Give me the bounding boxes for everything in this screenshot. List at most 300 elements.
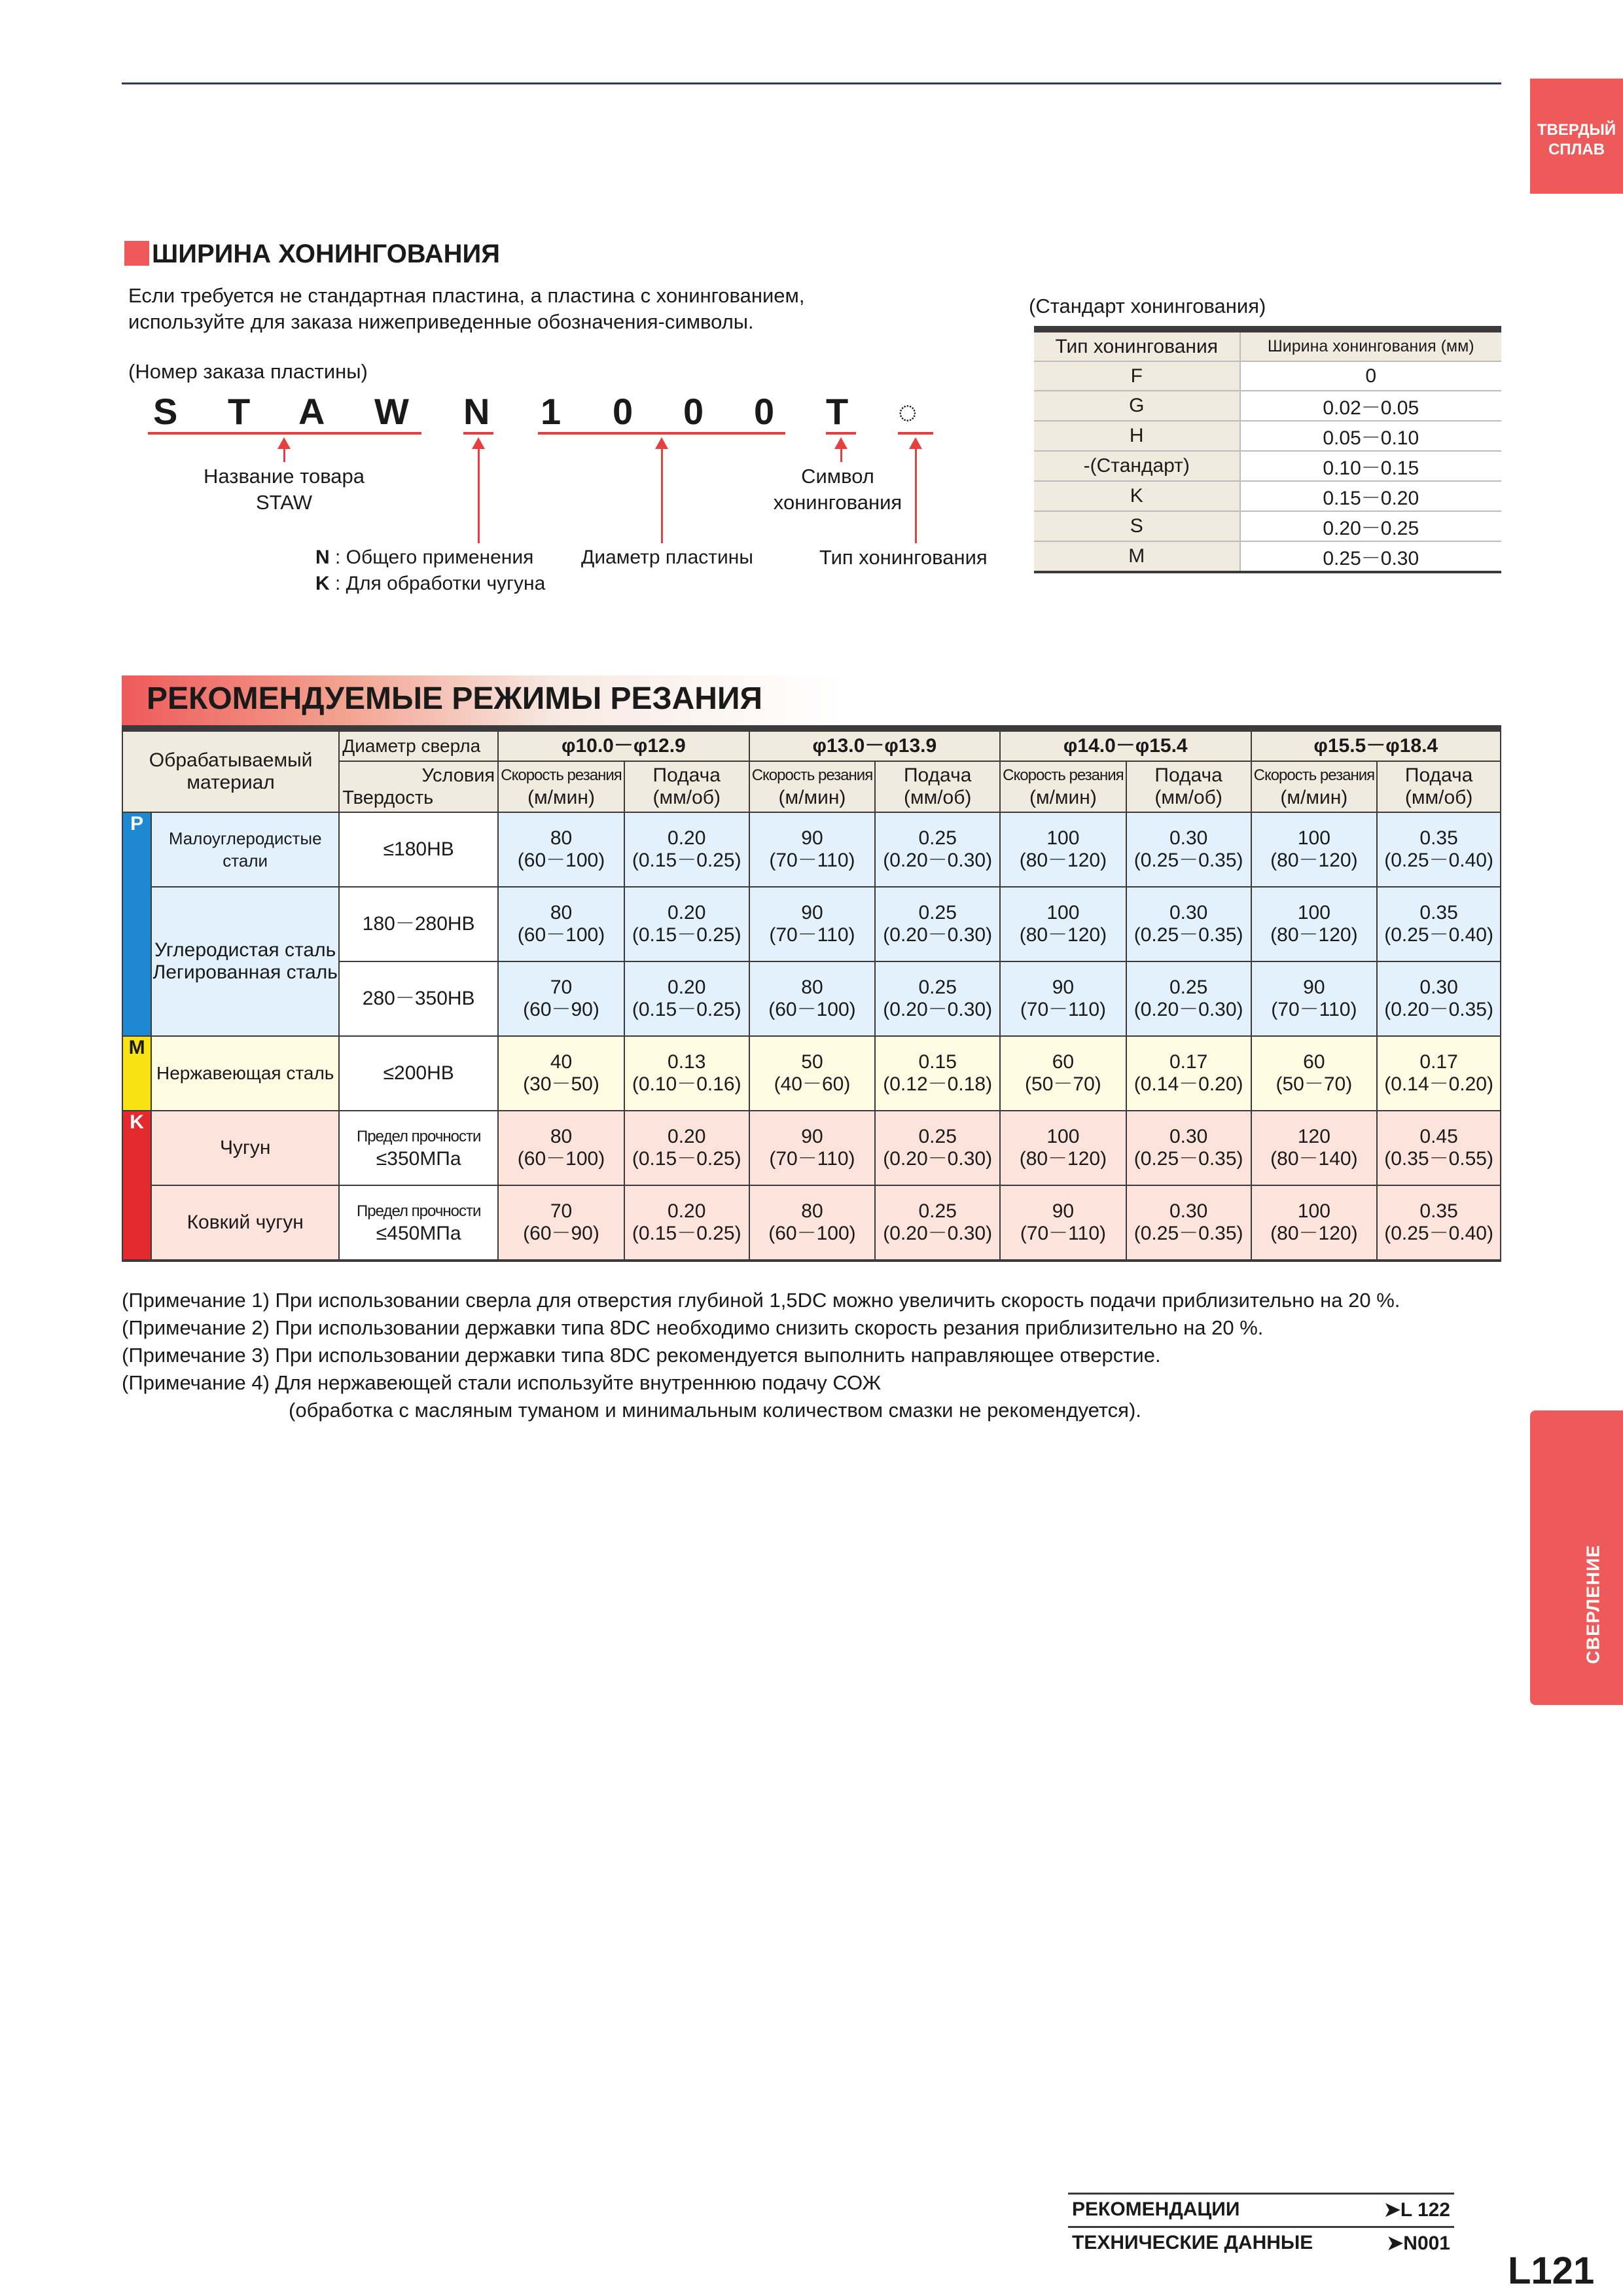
caption-symbol-line2: хонингования bbox=[773, 491, 902, 514]
speed-cell bbox=[1251, 887, 1378, 961]
header-range-1: φ10.0－φ12.9 bbox=[498, 728, 749, 761]
honing-width-cell: 0.10－0.15 bbox=[1240, 451, 1501, 481]
section-marker bbox=[124, 241, 149, 266]
hardness-cell bbox=[339, 812, 498, 887]
header-feed-label: Подача bbox=[903, 764, 972, 786]
range-value: (80－140) bbox=[1270, 1148, 1358, 1170]
speed-cell bbox=[498, 961, 624, 1036]
caption-application bbox=[315, 545, 545, 597]
nominal-value: 0.20 bbox=[668, 827, 706, 849]
cutting-row bbox=[122, 1185, 1501, 1261]
feed-cell bbox=[1377, 961, 1501, 1036]
nominal-value: 90 bbox=[1303, 977, 1325, 998]
note-1: (Примечание 1) При использовании сверла для отверстия глубиной 1,5DC можно увеличить скорость подачи приблизительно на 20 %. bbox=[122, 1289, 1400, 1312]
nominal-value: 70 bbox=[550, 1200, 573, 1222]
header-speed-unit: (м/мин) bbox=[778, 787, 846, 808]
honing-header-type: Тип хонингования bbox=[1034, 329, 1240, 361]
range-value: (80－120) bbox=[1270, 924, 1358, 946]
honing-width-cell: 0.15－0.20 bbox=[1240, 481, 1501, 511]
caption-symbol-line1: Символ bbox=[801, 465, 874, 488]
material-name bbox=[151, 812, 339, 887]
nominal-value: 0.25 bbox=[918, 827, 957, 849]
speed-cell bbox=[1251, 812, 1378, 887]
range-value: (0.14－0.20) bbox=[1133, 1073, 1243, 1095]
header-feed-label: Подача bbox=[1154, 764, 1222, 786]
nominal-value: 100 bbox=[1297, 902, 1330, 924]
feed-cell bbox=[875, 1036, 1000, 1111]
hardness-value: 280－350HB bbox=[362, 988, 475, 1009]
range-value: (60－100) bbox=[768, 1223, 856, 1244]
nominal-value: 100 bbox=[1297, 1200, 1330, 1222]
footer-link-technical[interactable] bbox=[1068, 2226, 1454, 2259]
hardness-value: Предел прочности bbox=[357, 1202, 481, 1220]
range-value: (0.20－0.30) bbox=[1133, 999, 1243, 1020]
nominal-value: 50 bbox=[801, 1051, 823, 1073]
honing-type-cell: G bbox=[1034, 391, 1240, 421]
honing-width-cell: 0.20－0.25 bbox=[1240, 511, 1501, 541]
feed-cell bbox=[1126, 1111, 1251, 1185]
range-value: (0.15－0.25) bbox=[632, 850, 741, 871]
cutting-row bbox=[122, 1036, 1501, 1111]
speed-cell bbox=[749, 1185, 876, 1261]
nominal-value: 100 bbox=[1046, 1126, 1080, 1147]
order-code-char: S bbox=[153, 391, 178, 432]
underline-symbol bbox=[826, 432, 856, 435]
caption-product bbox=[181, 463, 387, 516]
nominal-value: 120 bbox=[1297, 1126, 1330, 1147]
range-value: (60－100) bbox=[517, 850, 605, 871]
honing-title: ШИРИНА ХОНИНГОВАНИЯ bbox=[152, 240, 500, 268]
speed-cell bbox=[1000, 887, 1126, 961]
range-value: (0.15－0.25) bbox=[632, 1148, 741, 1170]
nominal-value: 0.35 bbox=[1419, 902, 1458, 924]
range-value: (0.25－0.35) bbox=[1133, 1223, 1243, 1244]
range-value: (60－100) bbox=[517, 924, 605, 946]
tab-drilling-label: СВЕРЛЕНИЕ bbox=[1582, 1545, 1603, 1664]
nominal-value: 0.30 bbox=[1169, 827, 1208, 849]
range-value: (0.15－0.25) bbox=[632, 999, 741, 1020]
header-range-4: φ15.5－φ18.4 bbox=[1251, 728, 1501, 761]
header-feed-label: Подача bbox=[652, 764, 721, 786]
header-feed-unit: (мм/об) bbox=[652, 787, 721, 808]
speed-cell bbox=[498, 887, 624, 961]
range-value: (0.25－0.35) bbox=[1133, 924, 1243, 946]
header-feed bbox=[1377, 761, 1501, 812]
header-speed bbox=[749, 761, 876, 812]
top-rule bbox=[122, 82, 1501, 84]
hardness-cell bbox=[339, 961, 498, 1036]
honing-type-cell: H bbox=[1034, 421, 1240, 451]
nominal-value: 80 bbox=[550, 1126, 573, 1147]
honing-table-caption: (Стандарт хонингования) bbox=[1029, 295, 1266, 317]
tab-drilling bbox=[1530, 1410, 1623, 1705]
footer-link-recommendations-ref: ➤L 122 bbox=[1383, 2199, 1450, 2221]
feed-cell bbox=[875, 887, 1000, 961]
range-value: (0.25－0.40) bbox=[1384, 850, 1493, 871]
honing-table-row bbox=[1034, 481, 1501, 511]
page-number: L121 bbox=[1508, 2250, 1595, 2292]
honing-type-cell: K bbox=[1034, 481, 1240, 511]
range-value: (0.35－0.55) bbox=[1384, 1148, 1493, 1170]
note-4-continued: (обработка с масляным туманом и минимальным количеством смазки не рекомендуется). bbox=[289, 1399, 1141, 1422]
header-range-3: φ14.0－φ15.4 bbox=[1000, 728, 1251, 761]
honing-description bbox=[128, 283, 804, 335]
hardness-value: 180－280HB bbox=[362, 913, 475, 935]
speed-cell bbox=[1000, 1111, 1126, 1185]
feed-cell bbox=[875, 1185, 1000, 1261]
tab-carbide-line2: СПЛАВ bbox=[1548, 141, 1605, 158]
range-value: (60－90) bbox=[523, 999, 599, 1020]
header-speed-label: Скорость резания bbox=[1253, 766, 1375, 784]
feed-cell bbox=[1126, 812, 1251, 887]
arrow-product-shaft bbox=[283, 448, 285, 462]
nominal-value: 90 bbox=[801, 1126, 823, 1147]
nominal-value: 90 bbox=[1052, 1200, 1075, 1222]
material-name-line: Углеродистая сталь bbox=[154, 939, 336, 961]
range-value: (0.12－0.18) bbox=[883, 1073, 993, 1095]
speed-cell bbox=[498, 812, 624, 887]
nominal-value: 60 bbox=[1052, 1051, 1075, 1073]
range-value: (30－50) bbox=[523, 1073, 599, 1095]
speed-cell bbox=[749, 1111, 876, 1185]
footer-links bbox=[1068, 2193, 1454, 2259]
header-speed-unit: (м/мин) bbox=[1029, 787, 1097, 808]
nominal-value: 0.30 bbox=[1169, 902, 1208, 924]
header-speed-label: Скорость резания bbox=[1003, 766, 1124, 784]
material-group-tag: P bbox=[122, 812, 151, 1036]
range-value: (50－70) bbox=[1275, 1073, 1353, 1095]
nominal-value: 0.35 bbox=[1419, 1200, 1458, 1222]
speed-cell bbox=[749, 887, 876, 961]
range-value: (70－110) bbox=[1020, 999, 1106, 1020]
header-speed bbox=[1251, 761, 1378, 812]
range-value: (80－120) bbox=[1019, 850, 1107, 871]
feed-cell bbox=[1377, 1111, 1501, 1185]
nominal-value: 0.20 bbox=[668, 902, 706, 924]
feed-cell bbox=[624, 1185, 749, 1261]
header-feed bbox=[1126, 761, 1251, 812]
honing-table-row bbox=[1034, 421, 1501, 451]
header-speed bbox=[498, 761, 624, 812]
header-material bbox=[122, 728, 339, 812]
material-name bbox=[151, 1111, 339, 1185]
cutting-row bbox=[122, 812, 1501, 887]
nominal-value: 60 bbox=[1303, 1051, 1325, 1073]
hardness-value: ≤450МПа bbox=[376, 1223, 461, 1244]
feed-cell bbox=[875, 961, 1000, 1036]
hardness-cell bbox=[339, 1111, 498, 1185]
nominal-value: 0.25 bbox=[1169, 977, 1208, 998]
order-code-char: T bbox=[826, 391, 849, 432]
nominal-value: 0.25 bbox=[918, 1126, 957, 1147]
header-conditions: Условия bbox=[421, 765, 495, 786]
underline-product bbox=[148, 432, 421, 435]
speed-cell bbox=[498, 1036, 624, 1111]
feed-cell bbox=[624, 812, 749, 887]
underline-honing-type bbox=[898, 432, 933, 435]
tab-carbide-line1: ТВЕРДЫЙ bbox=[1537, 121, 1616, 139]
note-4: (Примечание 4) Для нержавеющей стали используйте внутреннюю подачу СОЖ bbox=[122, 1371, 882, 1394]
speed-cell bbox=[749, 1036, 876, 1111]
feed-cell bbox=[1377, 1036, 1501, 1111]
caption-n-text: : Общего применения bbox=[329, 547, 534, 568]
feed-cell bbox=[1126, 961, 1251, 1036]
nominal-value: 0.15 bbox=[918, 1051, 957, 1073]
arrow-diameter-shaft bbox=[661, 448, 663, 543]
nominal-value: 80 bbox=[550, 902, 573, 924]
material-name bbox=[151, 1036, 339, 1111]
range-value: (70－110) bbox=[769, 924, 855, 946]
feed-cell bbox=[624, 961, 749, 1036]
speed-cell bbox=[749, 961, 876, 1036]
nominal-value: 0.25 bbox=[918, 977, 957, 998]
nominal-value: 80 bbox=[550, 827, 573, 849]
cutting-table bbox=[122, 725, 1501, 1262]
range-value: (0.25－0.35) bbox=[1133, 1148, 1243, 1170]
speed-cell bbox=[1000, 961, 1126, 1036]
honing-header-width: Ширина хонингования (мм) bbox=[1240, 329, 1501, 361]
nominal-value: 0.25 bbox=[918, 1200, 957, 1222]
order-code-char: T bbox=[228, 391, 251, 432]
footer-link-technical-ref: ➤N001 bbox=[1387, 2233, 1450, 2254]
range-value: (70－110) bbox=[1020, 1223, 1106, 1244]
range-value: (0.20－0.30) bbox=[883, 1148, 993, 1170]
header-speed-label: Скорость резания bbox=[751, 766, 873, 784]
order-code-char: 1 bbox=[541, 391, 562, 432]
honing-table-row bbox=[1034, 451, 1501, 481]
range-value: (0.15－0.25) bbox=[632, 924, 741, 946]
honing-type-cell: M bbox=[1034, 541, 1240, 572]
material-name bbox=[151, 1185, 339, 1261]
nominal-value: 80 bbox=[801, 977, 823, 998]
honing-width-cell: 0.02－0.05 bbox=[1240, 391, 1501, 421]
hardness-value: ≤350МПа bbox=[376, 1148, 461, 1170]
order-code-char: N bbox=[463, 391, 490, 432]
range-value: (0.15－0.25) bbox=[632, 1223, 741, 1244]
header-feed-label: Подача bbox=[1404, 764, 1473, 786]
header-speed-unit: (м/мин) bbox=[1280, 787, 1348, 808]
speed-cell bbox=[1000, 812, 1126, 887]
footer-link-recommendations[interactable] bbox=[1068, 2193, 1454, 2226]
nominal-value: 0.20 bbox=[668, 977, 706, 998]
material-name-line: Малоуглеродистые стали bbox=[168, 829, 322, 870]
header-range-2: φ13.0－φ13.9 bbox=[749, 728, 1000, 761]
speed-cell bbox=[1251, 1185, 1378, 1261]
hardness-cell bbox=[339, 887, 498, 961]
nominal-value: 80 bbox=[801, 1200, 823, 1222]
arrow-n-shaft bbox=[478, 448, 480, 543]
cutting-row bbox=[122, 1111, 1501, 1185]
nominal-value: 0.45 bbox=[1419, 1126, 1458, 1147]
range-value: (70－110) bbox=[769, 850, 855, 871]
honing-type-cell: -(Стандарт) bbox=[1034, 451, 1240, 481]
nominal-value: 90 bbox=[801, 827, 823, 849]
nominal-value: 0.20 bbox=[668, 1126, 706, 1147]
nominal-value: 0.17 bbox=[1169, 1051, 1208, 1073]
speed-cell bbox=[1000, 1036, 1126, 1111]
range-value: (80－120) bbox=[1019, 924, 1107, 946]
caption-symbol bbox=[740, 463, 936, 516]
header-hardness: Твердость bbox=[342, 787, 434, 808]
nominal-value: 0.13 bbox=[668, 1051, 706, 1073]
material-name-line: Легированная сталь bbox=[152, 961, 338, 983]
arrow-symbol-shaft bbox=[840, 448, 842, 462]
speed-cell bbox=[498, 1185, 624, 1261]
footer-link-recommendations-label: РЕКОМЕНДАЦИИ bbox=[1072, 2198, 1240, 2220]
hardness-cell bbox=[339, 1185, 498, 1261]
caption-diameter: Диаметр пластины bbox=[581, 547, 753, 568]
underline-type-n bbox=[463, 432, 493, 435]
speed-cell bbox=[1251, 1111, 1378, 1185]
caption-k-line bbox=[315, 571, 545, 597]
note-2: (Примечание 2) При использовании державки типа 8DC необходимо снизить скорость резания приблизительно на 20 %. bbox=[122, 1316, 1264, 1339]
hardness-value: ≤200HB bbox=[383, 1062, 454, 1084]
nominal-value: 100 bbox=[1297, 827, 1330, 849]
feed-cell bbox=[624, 1111, 749, 1185]
feed-cell bbox=[1377, 1185, 1501, 1261]
footer-link-technical-label: ТЕХНИЧЕСКИЕ ДАННЫЕ bbox=[1072, 2232, 1313, 2253]
honing-width-cell: 0.25－0.30 bbox=[1240, 541, 1501, 572]
feed-cell bbox=[1377, 887, 1501, 961]
caption-n-key: N bbox=[315, 547, 330, 568]
range-value: (60－90) bbox=[523, 1223, 599, 1244]
range-value: (0.20－0.35) bbox=[1384, 999, 1493, 1020]
cutting-title: РЕКОМЕНДУЕМЫЕ РЕЖИМЫ РЕЗАНИЯ bbox=[147, 681, 762, 716]
header-feed bbox=[624, 761, 749, 812]
header-feed-unit: (мм/об) bbox=[903, 787, 972, 808]
range-value: (60－100) bbox=[517, 1148, 605, 1170]
header-speed bbox=[1000, 761, 1126, 812]
nominal-value: 0.30 bbox=[1169, 1200, 1208, 1222]
range-value: (80－120) bbox=[1019, 1148, 1107, 1170]
order-code-char: A bbox=[298, 391, 325, 432]
underline-diameter bbox=[538, 432, 785, 435]
caption-product-line2: STAW bbox=[255, 491, 313, 514]
hardness-cell bbox=[339, 1036, 498, 1111]
honing-table-header bbox=[1034, 329, 1501, 361]
range-value: (60－100) bbox=[768, 999, 856, 1020]
feed-cell bbox=[1126, 1036, 1251, 1111]
caption-honing-type: Тип хонингования bbox=[819, 546, 988, 569]
honing-type-cell: S bbox=[1034, 511, 1240, 541]
range-value: (0.20－0.30) bbox=[883, 924, 993, 946]
material-name-line: Ковкий чугун bbox=[187, 1211, 304, 1233]
feed-cell bbox=[1126, 1185, 1251, 1261]
nominal-value: 100 bbox=[1046, 827, 1080, 849]
feed-cell bbox=[624, 887, 749, 961]
range-value: (0.20－0.30) bbox=[883, 999, 993, 1020]
honing-description-line1: Если требуется не стандартная пластина, а пластина с хонингованием, bbox=[128, 284, 805, 307]
honing-width-cell: 0.05－0.10 bbox=[1240, 421, 1501, 451]
nominal-value: 90 bbox=[1052, 977, 1075, 998]
range-value: (0.25－0.40) bbox=[1384, 924, 1493, 946]
material-name bbox=[151, 887, 339, 1036]
nominal-value: 0.20 bbox=[668, 1200, 706, 1222]
feed-cell bbox=[1377, 812, 1501, 887]
speed-cell bbox=[1000, 1185, 1126, 1261]
range-value: (0.10－0.16) bbox=[632, 1073, 741, 1095]
range-value: (70－110) bbox=[1271, 999, 1357, 1020]
cutting-row bbox=[122, 887, 1501, 961]
note-3: (Примечание 3) При использовании державки типа 8DC рекомендуется выполнить направляющее отверстие. bbox=[122, 1344, 1161, 1367]
order-code-char: 0 bbox=[683, 391, 704, 432]
nominal-value: 40 bbox=[550, 1051, 573, 1073]
header-material-line1: Обрабатываемый bbox=[149, 749, 313, 771]
speed-cell bbox=[498, 1111, 624, 1185]
nominal-value: 100 bbox=[1046, 902, 1080, 924]
nominal-value: 0.30 bbox=[1169, 1126, 1208, 1147]
speed-cell bbox=[1251, 1036, 1378, 1111]
honing-description-line2: используйте для заказа нижеприведенные обозначения-символы. bbox=[128, 310, 754, 333]
nominal-value: 90 bbox=[801, 902, 823, 924]
feed-cell bbox=[624, 1036, 749, 1111]
header-speed-label: Скорость резания bbox=[501, 766, 622, 784]
caption-k-key: K bbox=[315, 573, 330, 594]
nominal-value: 0.17 bbox=[1419, 1051, 1458, 1073]
honing-table-row bbox=[1034, 361, 1501, 391]
header-feed-unit: (мм/об) bbox=[1154, 787, 1222, 808]
header-feed bbox=[875, 761, 1000, 812]
material-group-tag: K bbox=[122, 1111, 151, 1261]
range-value: (40－60) bbox=[774, 1073, 851, 1095]
range-value: (0.14－0.20) bbox=[1384, 1073, 1493, 1095]
order-code-char: 0 bbox=[613, 391, 633, 432]
nominal-value: 0.25 bbox=[918, 902, 957, 924]
nominal-value: 0.35 bbox=[1419, 827, 1458, 849]
honing-table bbox=[1034, 326, 1501, 573]
order-number-label: (Номер заказа пластины) bbox=[128, 360, 368, 383]
feed-cell bbox=[1126, 887, 1251, 961]
notes bbox=[122, 1287, 1400, 1424]
range-value: (0.25－0.40) bbox=[1384, 1223, 1493, 1244]
speed-cell bbox=[749, 812, 876, 887]
range-value: (70－110) bbox=[769, 1148, 855, 1170]
feed-cell bbox=[875, 1111, 1000, 1185]
hardness-value: Предел прочности bbox=[357, 1128, 481, 1145]
header-feed-unit: (мм/об) bbox=[1404, 787, 1473, 808]
range-value: (50－70) bbox=[1025, 1073, 1101, 1095]
range-value: (80－120) bbox=[1270, 850, 1358, 871]
honing-type-cell: F bbox=[1034, 361, 1240, 391]
nominal-value: 0.30 bbox=[1419, 977, 1458, 998]
honing-table-row bbox=[1034, 541, 1501, 572]
range-value: (0.20－0.30) bbox=[883, 850, 993, 871]
order-code-char: ◌ bbox=[898, 393, 918, 430]
material-name-line: Нержавеющая сталь bbox=[156, 1063, 334, 1083]
range-value: (0.20－0.30) bbox=[883, 1223, 993, 1244]
caption-k-text: : Для обработки чугуна bbox=[329, 573, 546, 594]
header-conditions-hardness bbox=[339, 761, 498, 812]
order-code-char: 0 bbox=[754, 391, 775, 432]
honing-table-row bbox=[1034, 511, 1501, 541]
honing-width-cell: 0 bbox=[1240, 361, 1501, 391]
range-value: (0.25－0.35) bbox=[1133, 850, 1243, 871]
range-value: (80－120) bbox=[1270, 1223, 1358, 1244]
header-drill-diameter: Диаметр сверла bbox=[339, 728, 498, 761]
cutting-header-row-1 bbox=[122, 728, 1501, 761]
caption-product-line1: Название товара bbox=[203, 465, 365, 488]
honing-table-row bbox=[1034, 391, 1501, 421]
header-material-line2: материал bbox=[187, 772, 275, 793]
tab-carbide bbox=[1530, 79, 1623, 194]
header-speed-unit: (м/мин) bbox=[527, 787, 595, 808]
caption-n-line bbox=[315, 545, 545, 571]
order-code-char: W bbox=[374, 391, 409, 432]
material-group-tag: M bbox=[122, 1036, 151, 1111]
material-name-line: Чугун bbox=[219, 1137, 271, 1158]
hardness-value: ≤180HB bbox=[383, 838, 454, 860]
nominal-value: 70 bbox=[550, 977, 573, 998]
